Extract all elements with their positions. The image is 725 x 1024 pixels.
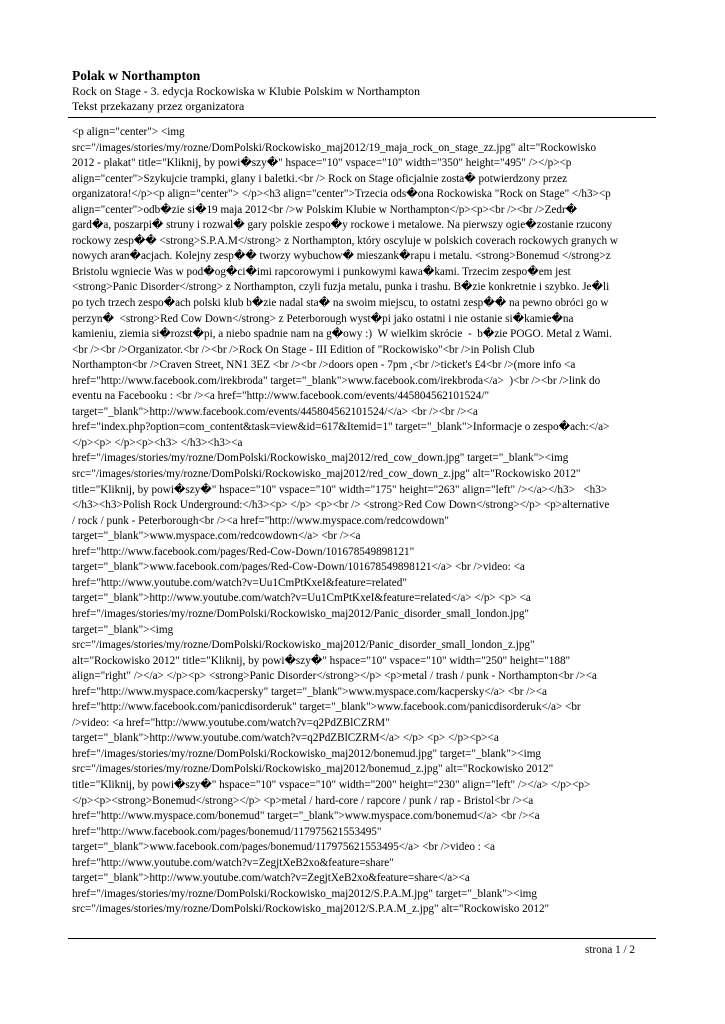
body-line: href="http://www.youtube.com/watch?v=Uu1CmPtKxeI&feature=related" — [72, 576, 407, 589]
body-line: href="http://www.youtube.com/watch?v=ZegjtXeB2xo&feature=share" — [72, 856, 394, 869]
document-header — [72, 68, 662, 114]
body-line: src="/images/stories/my/rozne/DomPolski/Rockowisko_maj2012/red_cow_down_z.jpg" alt="Rockowisko 2012" — [72, 468, 581, 481]
body-line: / rock / punk - Peterborough<br /><a href="http://www.myspace.com/redcowdown" — [72, 514, 449, 527]
body-line: organizatora!</p><p align="center"> </p><h3 align="center">Trzecia ods�ona Rockowiska "Rock on Stage" </h3><p — [72, 188, 611, 201]
body-line: kamieniu, ziemia si�rozst�pi, a niebo spadnie nam na g�owy :) W wielkim skrócie - b�zie POGO. Metal z Wami. — [72, 328, 612, 341]
body-line: target="_blank">http://www.youtube.com/watch?v=Uu1CmPtKxeI&feature=related</a> </p> <p> <a — [72, 592, 531, 605]
body-line: target="_blank">http://www.youtube.com/watch?v=ZegjtXeB2xo&feature=share</a><a — [72, 872, 470, 885]
body-line: />video: <a href="http://www.youtube.com/watch?v=q2PdZBlCZRM" — [72, 716, 390, 729]
body-line: </p><p><strong>Bonemud</strong></p> <p>metal / hard-core / rapcore / punk / rap - Bristol<br /><a — [72, 794, 534, 807]
body-line: Northampton<br />Craven Street, NN1 3EZ <br /><br />doors open - 7pm ,<br />ticket's £4<br />(more info <a — [72, 359, 576, 372]
body-line: href="/images/stories/my/rozne/DomPolski/Rockowisko_maj2012/red_cow_down.jpg" target="_blank"><img — [72, 452, 569, 465]
body-line: src="/images/stories/my/rozne/DomPolski/Rockowisko_maj2012/19_maja_rock_on_stage_zz.jpg" alt="Rockowisko — [72, 141, 597, 154]
body-line: </p><p> </p><p><h3> </h3><h3><a — [72, 436, 243, 449]
body-line: href="http://www.myspace.com/bonemud" target="_blank">www.myspace.com/bonemud</a> <br /><a — [72, 810, 540, 823]
body-line: alt="Rockowisko 2012" title="Kliknij, by powi�szy�" hspace="10" vspace="10" width="250" height="188" — [72, 654, 571, 667]
document-title: Polak w Northampton — [72, 68, 201, 83]
body-line: href="http://www.facebook.com/pages/Red-Cow-Down/101678549898121" — [72, 545, 415, 558]
body-line: </h3><h3>Polish Rock Underground:</h3><p> </p> <p><br /> <strong>Red Cow Down</strong></p> <p>alternative — [72, 499, 610, 512]
document-subtitle: Rock on Stage - 3. edycja Rockowiska w Klubie Polskim w Northampton — [72, 84, 420, 98]
body-line: href="http://www.facebook.com/panicdisorderuk" target="_blank">www.facebook.com/panicdisorderuk</a> <br — [72, 701, 581, 714]
body-line: href="http://www.facebook.com/irekbroda" target="_blank">www.facebook.com/irekbroda</a> )<br /><br />link do — [72, 374, 601, 387]
footer-divider — [68, 938, 656, 939]
body-line: align="right" /></a> </p><p> <strong>Panic Disorder</strong></p> <p>metal / trash / punk - Northampton<br /><a — [72, 670, 597, 683]
body-line: <strong>Panic Disorder</strong> z Northampton, czyli fuzja metalu, punka i trashu. B�zie konkretnie i szybko. Je�li — [72, 281, 610, 294]
body-line: target="_blank"><img — [72, 623, 174, 636]
header-divider — [68, 117, 656, 118]
body-line: href="index.php?option=com_content&task=view&id=617&Itemid=1" target="_blank">Informacje o zespo�ach:</a> — [72, 421, 610, 434]
body-line: eventu na Facebooku : <br /><a href="http://www.facebook.com/events/445804562101524/" — [72, 390, 490, 403]
body-line: <p align="center"> <img — [72, 126, 185, 138]
document-source-note: Tekst przekazany przez organizatora — [72, 99, 245, 113]
body-line: perzyn� <strong>Red Cow Down</strong> z Peterborough wyst�pi jako ostatni i nie ostanie si�kamie�na — [72, 312, 574, 325]
article-body — [72, 125, 660, 915]
body-line: gard�a, poszarpi� struny i rozwal� gary polskie zespo�y rockowe i metalowe. Na pierwszy ogie�zostanie rzucony — [72, 219, 613, 232]
body-line: href="/images/stories/my/rozne/DomPolski/Rockowisko_maj2012/Panic_disorder_small_london.jpg" — [72, 607, 529, 620]
body-line: po tych trzech zespo�ach polski klub b�zie nadal sta� na swoim miejscu, to ostatni zesp�� na pewno obróci go w — [72, 297, 609, 310]
body-line: src="/images/stories/my/rozne/DomPolski/Rockowisko_maj2012/bonemud_z.jpg" alt="Rockowisko 2012" — [72, 763, 554, 776]
body-line: href="http://www.facebook.com/pages/bonemud/117975621553495" — [72, 825, 382, 838]
body-line: target="_blank">www.facebook.com/pages/bonemud/117975621553495</a> <br />video : <a — [72, 841, 495, 854]
body-line: target="_blank">http://www.youtube.com/watch?v=q2PdZBlCZRM</a> </p> <p> </p><p><a — [72, 732, 499, 745]
body-line: title="Kliknij, by powi�szy�" hspace="10" vspace="10" width="175" height="263" align="left" /></a></h3> <h3> — [72, 483, 608, 496]
body-line: href="/images/stories/my/rozne/DomPolski/Rockowisko_maj2012/S.P.A.M.jpg" target="_blank"><img — [72, 887, 537, 900]
page-number: strona 1 / 2 — [584, 944, 635, 956]
body-line: Bristolu wgniecie Was w pod�og�ci�imi rapcorowymi i punkowymi kawa�kami. Trzecim zespo�em jest — [72, 265, 571, 278]
body-line: href="http://www.myspace.com/kacpersky" target="_blank">www.myspace.com/kacpersky</a> <br /><a — [72, 685, 547, 698]
body-line: target="_blank">http://www.facebook.com/events/445804562101524/</a> <br /><br /><a — [72, 405, 478, 418]
body-line: align="center">odb�zie si�19 maja 2012<br />w Polskim Klubie w Northampton</p><p><br /><br />Zedr� — [72, 203, 578, 216]
body-line: <br /><br />Organizator.<br /><br />Rock On Stage - III Edition of "Rockowisko"<br />in Polish Club — [72, 343, 535, 356]
body-line: href="/images/stories/my/rozne/DomPolski/Rockowisko_maj2012/bonemud.jpg" target="_blank"><img — [72, 747, 541, 760]
body-line: align="center">Szykujcie trampki, glany i baletki.<br /> Rock on Stage oficjalnie zosta� potwierdzony przez — [72, 172, 568, 185]
body-line: rockowy zesp�� <strong>S.P.A.M</strong> z Northampton, który oscyluje w polskich coverach rockowych granych w — [72, 234, 618, 247]
body-line: target="_blank">www.facebook.com/pages/Red-Cow-Down/101678549898121</a> <br />video: <a — [72, 561, 525, 574]
body-line: 2012 - plakat" title="Kliknij, by powi�szy�" hspace="10" vspace="10" width="350" height="495" /></p><p — [72, 157, 572, 170]
body-line: src="/images/stories/my/rozne/DomPolski/Rockowisko_maj2012/S.P.A.M_z.jpg" alt="Rockowisko 2012" — [72, 903, 550, 915]
body-line: src="/images/stories/my/rozne/DomPolski/Rockowisko_maj2012/Panic_disorder_small_london_z.jpg" — [72, 639, 535, 652]
body-line: title="Kliknij, by powi�szy�" hspace="10" vspace="10" width="200" height="230" align="left" /></a> </p><p> — [72, 778, 591, 791]
body-line: target="_blank">www.myspace.com/redcowdown</a> <br /><a — [72, 530, 361, 543]
body-line: nowych aran�acjach. Kolejny zesp�� tworzy wybuchow� mieszank�rapu i metalu. <strong>Bonemud </strong>z — [72, 250, 611, 263]
